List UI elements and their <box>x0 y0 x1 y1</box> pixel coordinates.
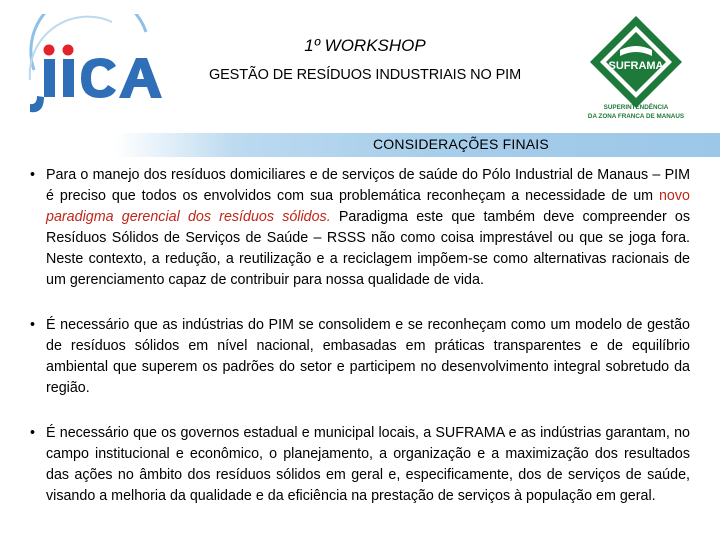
workshop-subtitle: GESTÃO DE RESÍDUOS INDUSTRIAIS NO PIM <box>208 67 522 83</box>
bullet-item <box>28 315 690 399</box>
section-heading: CONSIDERAÇÕES FINAIS <box>373 136 549 152</box>
bullet-text: É necessário que os governos estadual e municipal locais, a SUFRAMA e as indústrias garantam, no campo institucional e econômico, o planejamento, a organização e a maximização dos resultados das ações no âmbito dos resíduos sólidos em geral e, especificamente, dos de serviços de saúde, visando a melhoria da qualidade e da eficiência na prestação de serviços à população em geral. <box>46 425 690 504</box>
section-heading-band <box>115 133 720 157</box>
bullet-text: É necessário que as indústrias do PIM se consolidem e se reconheçam como um modelo de gestão de resíduos sólidos em nível nacional, embasadas em práticas transparentes e de equilíbrio ambiental que superem os padrões do setor e participem no desenvolvimento integral sobretudo da região. <box>46 317 690 396</box>
bullet-marker: • <box>30 317 36 333</box>
svg-text:SUPERINTENDÊNCIA: SUPERINTENDÊNCIA <box>603 104 669 111</box>
highlight-text-italic: paradigma gerencial dos resíduos sólidos. <box>46 209 331 225</box>
bullet-item <box>28 423 690 507</box>
workshop-title: 1º WORKSHOP <box>304 36 426 55</box>
bullet-marker: • <box>30 167 36 183</box>
bullet-marker: • <box>30 425 36 441</box>
svg-text:SUFRAMA: SUFRAMA <box>608 60 664 72</box>
bullet-text: Paradigma este que também deve compreender os Resíduos Sólidos de Serviços de Saúde – RSSS não como coisa imprestável ou que se joga fora. Neste contexto, a redução, a reutilização e a reciclagem impõem-se como alternativas racionais de um gerenciamento capaz de contribuir para nossa qualidade de vida. <box>46 209 690 288</box>
svg-text:DA ZONA FRANCA DE MANAUS: DA ZONA FRANCA DE MANAUS <box>587 113 685 120</box>
bullet-list <box>28 163 690 507</box>
bullet-item <box>28 165 690 291</box>
svg-text:JICA: JICA <box>98 112 101 113</box>
jica-logo <box>28 14 168 116</box>
suframa-logo <box>576 12 696 124</box>
bullet-text: Para o manejo dos resíduos domiciliares e de serviços de saúde do Pólo Industrial de Manaus – PIM é preciso que todos os envolvidos com sua problemática reconheçam a necessidade de um <box>46 167 690 204</box>
highlight-text: novo <box>658 188 690 204</box>
